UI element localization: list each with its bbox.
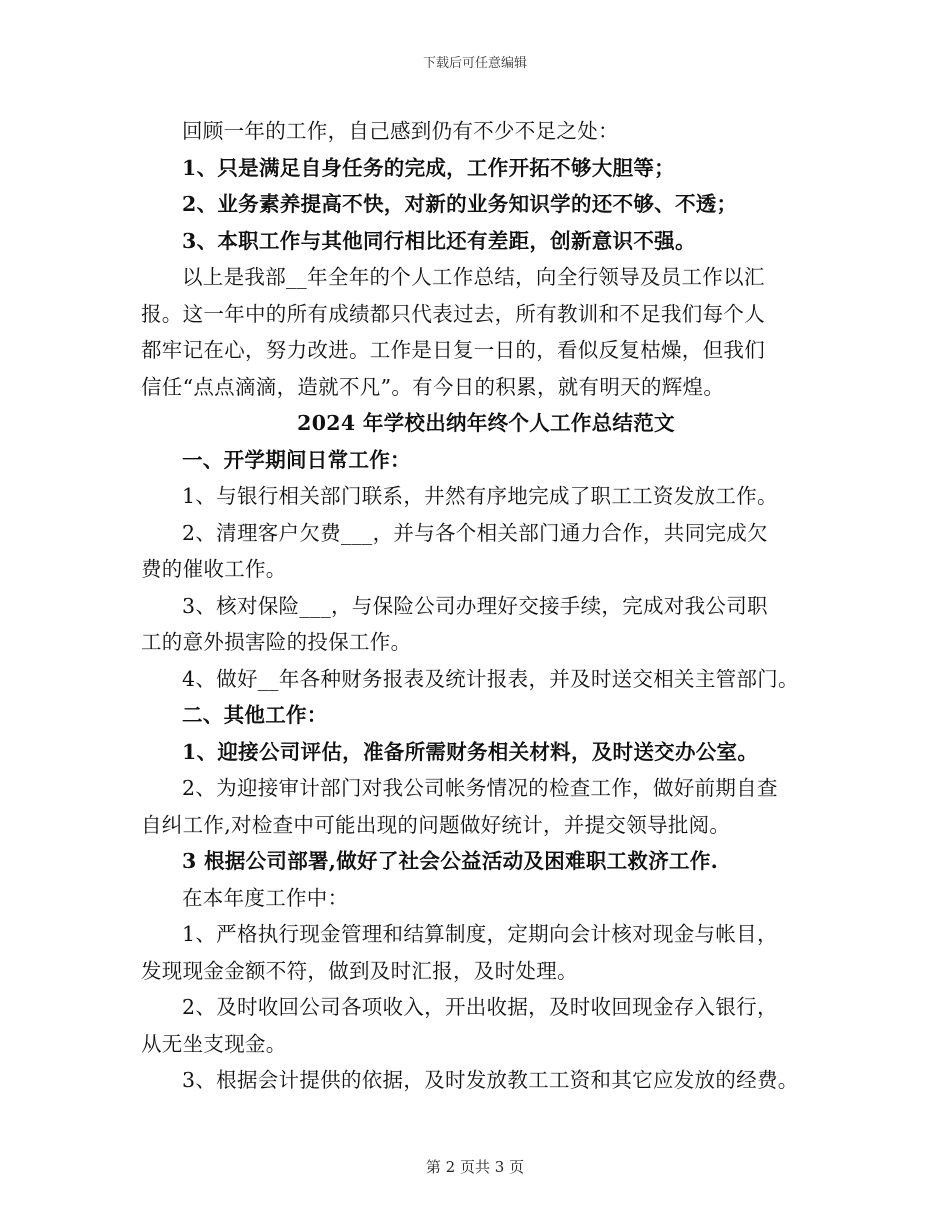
paragraph-line: 1、迎接公司评估，准备所需财务相关材料，及时送交办公室。: [182, 739, 759, 764]
paragraph-line: 回顾一年的工作，自己感到仍有不少不足之处：: [182, 119, 619, 143]
page-footer: 第 2 页共 3 页: [425, 1158, 525, 1176]
paragraph-line: 二、其他工作：: [182, 703, 328, 727]
paragraph-line: 2、业务素养提高不快，对新的业务知识学的还不够、不透；: [182, 192, 738, 216]
paragraph-line: 1、只是满足自身任务的完成，工作开拓不够大胆等；: [182, 155, 675, 180]
paragraph-line: 从无坐支现金。: [141, 1031, 287, 1056]
paragraph-line: 2、清理客户欠费___，并与各个相关部门通力合作，共同完成欠: [182, 520, 768, 545]
document-body: [141, 113, 831, 1099]
paragraph-line: 信任“点点滴滴，造就不凡”。有今日的积累，就有明天的辉煌。: [141, 374, 725, 399]
paragraph-line: 3、核对保险___，与保险公司办理好交接手续，完成对我公司职: [182, 593, 768, 618]
paragraph-line: 1、严格执行现金管理和结算制度，定期向会计核对现金与帐目，: [182, 922, 778, 946]
paragraph-line: 都牢记在心，努力改进。工作是日复一日的，看似反复枯燥，但我们: [141, 338, 765, 362]
paragraph-line: 报。这一年中的所有成绩都只代表过去，所有教训和不足我们每个人: [141, 301, 765, 326]
paragraph-line: 2、为迎接审计部门对我公司帐务情况的检查工作，做好前期自查: [182, 776, 778, 800]
paragraph-line: 4、做好__年各种财务报表及统计报表，并及时送交相关主管部门。: [182, 666, 799, 691]
page-header: 下载后可任意编辑: [422, 56, 527, 71]
paragraph-line: 发现现金金额不符，做到及时汇报，及时处理。: [141, 958, 578, 983]
paragraph-line: 3、根据会计提供的依据，及时发放教工工资和其它应发放的经费。: [182, 1068, 799, 1092]
paragraph-line: 3、本职工作与其他同行相比还有差距，创新意识不强。: [182, 228, 696, 253]
paragraph-line: 费的催收工作。: [141, 557, 287, 581]
paragraph-line: 3 根据公司部署,做好了社会公益活动及困难职工救济工作.: [182, 849, 719, 873]
section-title: 2024 年学校出纳年终个人工作总结范文: [297, 411, 675, 435]
paragraph-line: 自纠工作,对检查中可能出现的问题做好统计，并提交领导批阅。: [141, 812, 731, 837]
paragraph-line: 以上是我部__年全年的个人工作总结，向全行领导及员工作以汇: [182, 265, 765, 289]
paragraph-line: 工的意外损害险的投保工作。: [141, 630, 412, 654]
paragraph-line: 2、及时收回公司各项收入，开出收据，及时收回现金存入银行，: [182, 995, 778, 1019]
paragraph-line: 一、开学期间日常工作：: [182, 447, 411, 472]
paragraph-line: 1、与银行相关部门联系，井然有序地完成了职工工资发放工作。: [182, 484, 778, 508]
paragraph-line: 在本年度工作中：: [182, 885, 349, 910]
